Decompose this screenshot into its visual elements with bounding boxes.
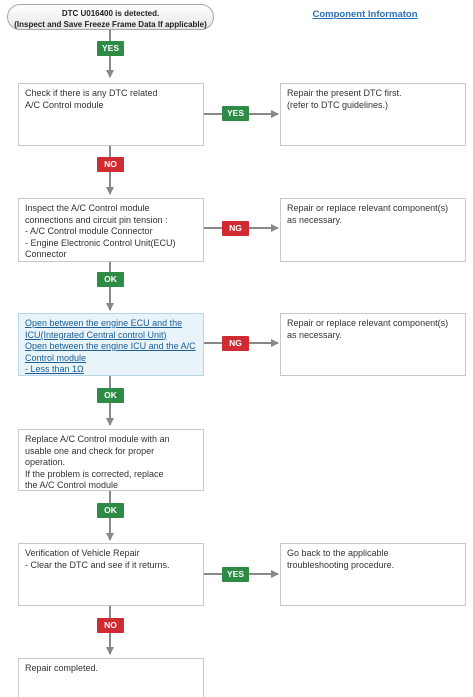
step-repair-component-1: Repair or replace relevant component(s) as necessary. [280,198,466,262]
step-check-dtc: Check if there is any DTC related A/C Control module [18,83,204,146]
badge-ok-1: OK [97,272,124,287]
start-line-1: DTC U016400 is detected. [61,9,160,18]
step-inspect-connectors: Inspect the A/C Control module connections and circuit pin tension : - A/C Control module Connector - Engine Electronic Control Unit(ECU) Connector [18,198,204,262]
badge-no-1: NO [97,157,124,172]
step-repair-completed: Repair completed. [18,658,204,697]
step-verification: Verification of Vehicle Repair - Clear the DTC and see if it returns. [18,543,204,606]
step-open-circuit-check [18,313,204,376]
step-replace-module: Replace A/C Control module with an usable one and check for proper operation. If the problem is corrected, replace the A/C Control module [18,429,204,491]
resistance-spec-link[interactable]: - Less than 1Ω [25,364,84,374]
start-node-dtc-detected [7,4,214,30]
badge-yes-1: YES [97,41,124,56]
component-information-link[interactable]: Component Informaton [312,9,418,20]
step-repair-dtc: Repair the present DTC first. (refer to DTC guidelines.) [280,83,466,146]
badge-ng-1: NG [222,221,249,236]
badge-ok-2: OK [97,388,124,403]
badge-yes-2: YES [222,106,249,121]
open-icu-ac-link[interactable]: Open between the engine ICU and the A/C Control module [25,341,196,363]
open-ecu-icu-link[interactable]: Open between the engine ECU and the ICU(Integrated Central control Unit) [25,318,183,340]
start-line-2: (Inspect and Save Freeze Frame Data If applicable) [14,19,207,29]
step-go-back: Go back to the applicable troubleshooting procedure. [280,543,466,606]
badge-ok-3: OK [97,503,124,518]
badge-ng-2: NG [222,336,249,351]
badge-yes-3: YES [222,567,249,582]
badge-no-2: NO [97,618,124,633]
step-repair-component-2: Repair or replace relevant component(s) as necessary. [280,313,466,376]
